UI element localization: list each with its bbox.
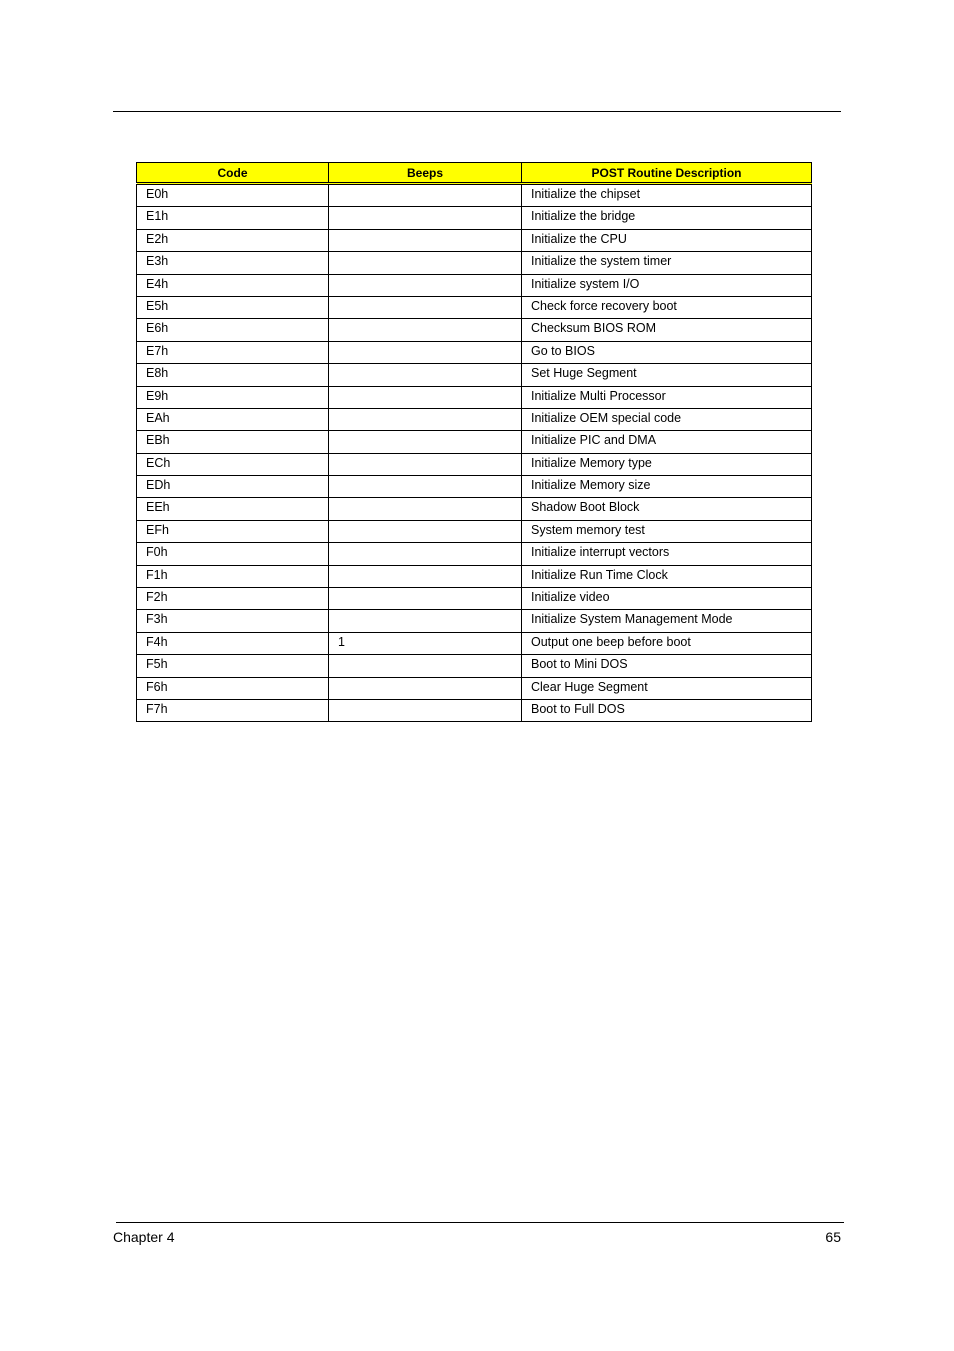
- cell-description: Initialize the system timer: [522, 252, 812, 274]
- cell-code: EAh: [137, 408, 329, 430]
- cell-code: E2h: [137, 229, 329, 251]
- cell-description: Shadow Boot Block: [522, 498, 812, 520]
- cell-beeps: [329, 699, 522, 721]
- cell-description: Initialize interrupt vectors: [522, 543, 812, 565]
- cell-beeps: [329, 431, 522, 453]
- cell-beeps: [329, 565, 522, 587]
- cell-code: F5h: [137, 655, 329, 677]
- table-row: [137, 207, 812, 229]
- cell-beeps: [329, 364, 522, 386]
- table-row: [137, 252, 812, 274]
- footer-chapter: Chapter 4: [113, 1229, 175, 1245]
- cell-description: Initialize the chipset: [522, 184, 812, 207]
- cell-code: E4h: [137, 274, 329, 296]
- cell-beeps: [329, 476, 522, 498]
- cell-beeps: [329, 655, 522, 677]
- table-row: [137, 543, 812, 565]
- cell-code: E7h: [137, 341, 329, 363]
- table-row: [137, 677, 812, 699]
- cell-beeps: [329, 498, 522, 520]
- table-row: [137, 319, 812, 341]
- cell-description: Boot to Mini DOS: [522, 655, 812, 677]
- cell-beeps: [329, 677, 522, 699]
- cell-beeps: [329, 207, 522, 229]
- table-row: [137, 565, 812, 587]
- table-row: [137, 655, 812, 677]
- table-row: [137, 632, 812, 654]
- cell-beeps: [329, 520, 522, 542]
- cell-description: Initialize the bridge: [522, 207, 812, 229]
- cell-code: E0h: [137, 184, 329, 207]
- table-row: [137, 364, 812, 386]
- table-row: [137, 431, 812, 453]
- column-header-description: POST Routine Description: [522, 163, 812, 184]
- table-row: [137, 699, 812, 721]
- cell-beeps: [329, 453, 522, 475]
- cell-description: Checksum BIOS ROM: [522, 319, 812, 341]
- cell-code: ECh: [137, 453, 329, 475]
- table-row: [137, 476, 812, 498]
- cell-description: Go to BIOS: [522, 341, 812, 363]
- cell-code: E6h: [137, 319, 329, 341]
- footer-page-number: 65: [825, 1229, 841, 1245]
- table-row: [137, 229, 812, 251]
- cell-code: E1h: [137, 207, 329, 229]
- cell-description: Output one beep before boot: [522, 632, 812, 654]
- cell-description: Initialize OEM special code: [522, 408, 812, 430]
- cell-description: Initialize system I/O: [522, 274, 812, 296]
- cell-beeps: [329, 386, 522, 408]
- cell-beeps: [329, 252, 522, 274]
- cell-beeps: [329, 408, 522, 430]
- table-row: [137, 498, 812, 520]
- cell-beeps: [329, 184, 522, 207]
- table-row: [137, 588, 812, 610]
- cell-description: Initialize Memory type: [522, 453, 812, 475]
- post-code-table: [136, 162, 812, 722]
- table-row: [137, 610, 812, 632]
- cell-beeps: [329, 319, 522, 341]
- cell-description: Boot to Full DOS: [522, 699, 812, 721]
- cell-beeps: [329, 274, 522, 296]
- cell-beeps: [329, 543, 522, 565]
- cell-beeps: [329, 296, 522, 318]
- cell-code: F1h: [137, 565, 329, 587]
- table-row: [137, 184, 812, 207]
- column-header-beeps: Beeps: [329, 163, 522, 184]
- cell-description: Clear Huge Segment: [522, 677, 812, 699]
- cell-code: F7h: [137, 699, 329, 721]
- table-row: [137, 296, 812, 318]
- cell-description: Initialize Run Time Clock: [522, 565, 812, 587]
- cell-description: System memory test: [522, 520, 812, 542]
- cell-code: F2h: [137, 588, 329, 610]
- cell-code: E8h: [137, 364, 329, 386]
- cell-beeps: [329, 610, 522, 632]
- cell-description: Initialize System Management Mode: [522, 610, 812, 632]
- cell-code: F4h: [137, 632, 329, 654]
- cell-description: Check force recovery boot: [522, 296, 812, 318]
- cell-code: EFh: [137, 520, 329, 542]
- cell-code: E3h: [137, 252, 329, 274]
- table-row: [137, 386, 812, 408]
- cell-description: Initialize the CPU: [522, 229, 812, 251]
- table-body: [137, 184, 812, 722]
- cell-beeps: [329, 341, 522, 363]
- cell-code: E5h: [137, 296, 329, 318]
- cell-code: EDh: [137, 476, 329, 498]
- cell-beeps: [329, 588, 522, 610]
- table-row: [137, 274, 812, 296]
- cell-code: F0h: [137, 543, 329, 565]
- cell-code: E9h: [137, 386, 329, 408]
- cell-code: EBh: [137, 431, 329, 453]
- table-row: [137, 341, 812, 363]
- column-header-code: Code: [137, 163, 329, 184]
- cell-code: F3h: [137, 610, 329, 632]
- header-rule: [113, 111, 841, 112]
- footer-rule: [116, 1222, 844, 1223]
- cell-description: Initialize video: [522, 588, 812, 610]
- table-header-row: [137, 163, 812, 184]
- table-row: [137, 520, 812, 542]
- cell-description: Set Huge Segment: [522, 364, 812, 386]
- cell-beeps: 1: [329, 632, 522, 654]
- cell-description: Initialize Memory size: [522, 476, 812, 498]
- cell-beeps: [329, 229, 522, 251]
- cell-code: EEh: [137, 498, 329, 520]
- cell-description: Initialize Multi Processor: [522, 386, 812, 408]
- cell-code: F6h: [137, 677, 329, 699]
- table-row: [137, 408, 812, 430]
- cell-description: Initialize PIC and DMA: [522, 431, 812, 453]
- table-row: [137, 453, 812, 475]
